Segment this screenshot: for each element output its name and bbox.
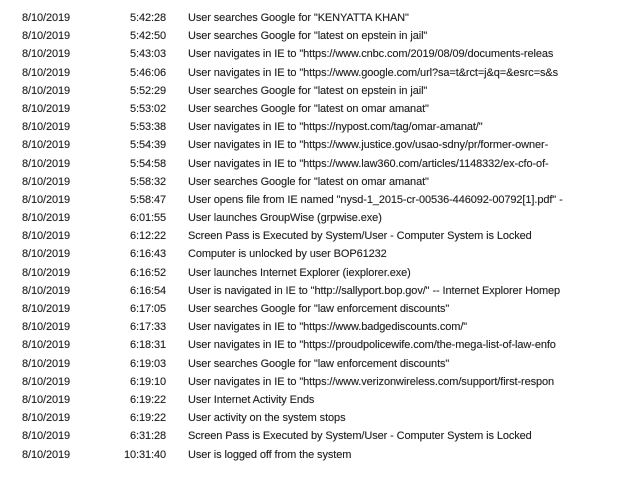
log-time: 6:19:22 [129, 412, 166, 425]
log-description: User searches Google for "law enforcement discounts" [188, 303, 450, 315]
log-date: 8/10/2019 [22, 430, 71, 443]
log-time: 6:17:05 [129, 303, 166, 315]
log-description: Screen Pass is Executed by System/User - Computer System is Locked [188, 230, 532, 243]
log-date: 8/10/2019 [22, 102, 71, 115]
log-time: 6:18:31 [129, 339, 166, 352]
log-description: User navigates in IE to "https://www.justice.gov/usao-sdny/pr/former-owner- [188, 139, 549, 152]
log-row [0, 100, 634, 118]
log-description: User searches Google for "latest on epstein in jail" [188, 84, 428, 97]
log-description: Screen Pass is Executed by System/User - Computer System is Locked [188, 430, 532, 443]
log-description: User navigates in IE to "https://www.badgediscounts.com/" [188, 321, 468, 334]
log-date: 8/10/2019 [22, 84, 71, 97]
log-time: 5:53:02 [129, 102, 166, 115]
log-row [0, 245, 634, 263]
log-time: 10:31:40 [123, 448, 166, 461]
log-description: User searches Google for "latest on omar amanat" [188, 102, 429, 115]
log-description: User is logged off from the system [188, 448, 352, 461]
log-time: 6:17:33 [129, 321, 166, 334]
log-description: Computer is unlocked by user BOP61232 [188, 248, 387, 261]
log-description: User navigates in IE to "https://www.cnbc.com/2019/08/09/documents-releas [188, 48, 554, 61]
log-time: 5:54:39 [129, 139, 166, 152]
log-time: 6:19:03 [129, 357, 166, 370]
log-row [0, 427, 634, 445]
log-description: User searches Google for "latest on omar amanat" [188, 175, 429, 188]
log-date: 8/10/2019 [22, 212, 71, 225]
log-row [0, 446, 634, 464]
log-row [0, 45, 634, 63]
log-date: 8/10/2019 [22, 266, 71, 279]
log-row [0, 282, 634, 300]
log-date: 8/10/2019 [22, 30, 71, 43]
log-row [0, 64, 634, 82]
log-date: 8/10/2019 [22, 339, 71, 352]
log-date: 8/10/2019 [22, 393, 71, 406]
log-time: 5:58:32 [129, 175, 166, 188]
log-row [0, 155, 634, 173]
log-row [0, 355, 634, 373]
log-date: 8/10/2019 [22, 321, 71, 334]
log-description: User searches Google for "law enforcement discounts" [188, 357, 450, 370]
log-row [0, 209, 634, 227]
activity-log [0, 9, 634, 464]
log-description: User launches Internet Explorer (iexplorer.exe) [188, 266, 411, 279]
log-date: 8/10/2019 [22, 175, 71, 188]
log-row [0, 373, 634, 391]
log-time: 6:16:52 [129, 266, 166, 279]
log-time: 5:46:06 [129, 66, 166, 79]
log-date: 8/10/2019 [22, 412, 71, 425]
log-description: User searches Google for "KENYATTA KHAN" [188, 12, 409, 24]
log-description: User Internet Activity Ends [188, 393, 315, 406]
log-row [0, 191, 634, 209]
log-description: User navigates in IE to "https://proudpolicewife.com/the-mega-list-of-law-enfo [188, 339, 556, 352]
log-row [0, 9, 634, 27]
log-time: 5:42:28 [129, 12, 166, 24]
log-row [0, 264, 634, 282]
log-time: 6:12:22 [129, 230, 166, 243]
log-time: 5:54:58 [129, 157, 166, 170]
log-date: 8/10/2019 [22, 121, 71, 134]
log-row [0, 318, 634, 336]
log-description: User navigates in IE to "https://www.verizonwireless.com/support/first-respon [188, 375, 555, 388]
log-time: 5:43:03 [129, 48, 166, 61]
log-row [0, 300, 634, 318]
log-description: User opens file from IE named "nysd-1_2015-cr-00536-446092-00792[1].pdf" - [188, 193, 563, 206]
log-time: 6:19:22 [129, 393, 166, 406]
log-date: 8/10/2019 [22, 157, 71, 170]
log-description: User navigates in IE to "https://www.law360.com/articles/1148332/ex-cfo-of- [188, 157, 549, 170]
log-description: User navigates in IE to "https://nypost.com/tag/omar-amanat/" [188, 121, 483, 134]
log-date: 8/10/2019 [22, 66, 71, 79]
log-time: 5:52:29 [129, 84, 166, 97]
log-row [0, 27, 634, 45]
log-date: 8/10/2019 [22, 303, 71, 315]
log-date: 8/10/2019 [22, 139, 71, 152]
log-row [0, 82, 634, 100]
log-date: 8/10/2019 [22, 284, 71, 297]
log-row [0, 391, 634, 409]
log-date: 8/10/2019 [22, 193, 71, 206]
log-time: 6:01:55 [129, 212, 166, 225]
log-row [0, 136, 634, 154]
log-time: 5:58:47 [129, 193, 166, 206]
log-time: 5:42:50 [129, 30, 166, 43]
log-row [0, 173, 634, 191]
log-row [0, 409, 634, 427]
log-row [0, 118, 634, 136]
log-date: 8/10/2019 [22, 12, 71, 24]
log-description: User navigates in IE to "https://www.google.com/url?sa=t&rct=j&q=&esrc=s&s [188, 66, 559, 79]
log-time: 6:31:28 [129, 430, 166, 443]
log-time: 6:16:43 [129, 248, 166, 261]
log-date: 8/10/2019 [22, 375, 71, 388]
log-date: 8/10/2019 [22, 357, 71, 370]
log-date: 8/10/2019 [22, 48, 71, 61]
log-time: 6:19:10 [129, 375, 166, 388]
log-description: User launches GroupWise (grpwise.exe) [188, 212, 382, 225]
log-time: 6:16:54 [129, 284, 166, 297]
log-description: User searches Google for "latest on epstein in jail" [188, 30, 428, 43]
log-date: 8/10/2019 [22, 248, 71, 261]
log-date: 8/10/2019 [22, 448, 71, 461]
log-description: User activity on the system stops [188, 412, 346, 425]
log-description: User is navigated in IE to "http://sallyport.bop.gov/" -- Internet Explorer Homep [188, 284, 561, 297]
log-row [0, 336, 634, 354]
log-date: 8/10/2019 [22, 230, 71, 243]
log-row [0, 227, 634, 245]
log-time: 5:53:38 [129, 121, 166, 134]
